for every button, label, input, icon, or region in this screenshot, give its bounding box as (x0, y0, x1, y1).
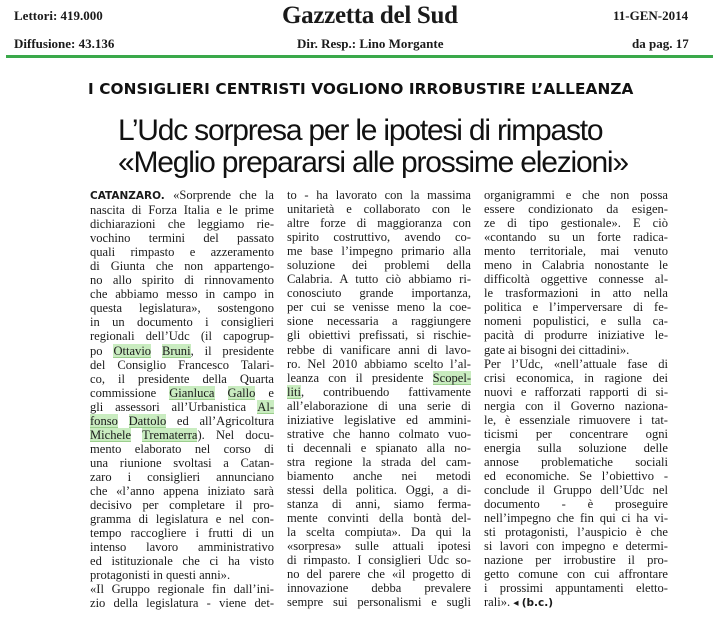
highlighted-name: Trematerra (142, 427, 198, 442)
article-title-line-1: L’Udc sorpresa per le ipotesi di rimpasto (118, 114, 603, 147)
highlighted-name: Bruni (161, 343, 191, 358)
end-mark-icon: ◂ (513, 597, 519, 610)
director: Dir. Resp.: Lino Morgante (297, 36, 444, 51)
highlighted-name: Dattolo (128, 413, 167, 428)
article-column-2: to - ha lavorato con la massima unitarietà e collaborato con le altre forze di maggioranza con spirito costruttivo, avendo co- me base l’impegno primario alla soluzione dei problemi della Calabria. A tutto ciò abbiamo ri- conosciuto grande importanza, per cui se venisse meno la coe- sione necessaria a raggiungere gli obiettivi prefissati, si rischie- rebbe di vanificare anni di lavo- ro. Nel 2010 abbiamo scelto l’al- leanza con il presidente Scopel- liti, contribuendo fattivamente all’elaborazione di una serie di iniziative legislative ed ammini- strative che hanno colmato vuo- ti decennali e spianato alla no- stra regione la strada del cam- biamento anche nei metodi stessi della politica. Oggi, a di- stanza di anni, siamo ferma- mente convinti della bontà del- la scelta compiuta». Da qui la «sorpresa» sulle attuali ipotesi di rimpasto. I consiglieri Udc so- no del parere che «il progetto di innovazione debba prevalere sempre sui personalismi e sugli (287, 188, 471, 610)
article-title-line-2: «Meglio prepararsi alle prossime elezioni» (118, 146, 628, 179)
highlighted-name: Gianluca (169, 385, 215, 400)
highlighted-name: Gallo (227, 385, 256, 400)
highlighted-name: liti (287, 384, 301, 399)
highlighted-name: Al- (257, 399, 274, 414)
newspaper-header (0, 0, 717, 62)
issue-date: 11-GEN-2014 (613, 8, 689, 23)
highlighted-name: fonso (90, 413, 118, 428)
highlighted-name: Scopel- (432, 370, 471, 385)
dateline: CATANZARO. (90, 190, 165, 202)
article-column-3: organigrammi e che non possa essere condizionato da esigen- ze di tipo gestionale». E ciò «contando su un forte radica- mento territoriale, mai venuto meno in Calabria nonostante le difficoltà oggettive connesse al- le trasformazioni in atto nella politica e l’imperversare di fe- nomeni populistici, e sulla ca- pacità di produrre iniziative le- gate ai bisogni dei cittadini». Per l’Udc, «nell’attuale fase di crisi economica, in ragione dei nuovi e rafforzati rapporti di si- nergia con il Governo naziona- le, è essenziale rimuovere i tat- ticismi per concentrare ogni energia sulla soluzione delle annose problematiche sociali ed economiche. Se l’obiettivo - conclude il Gruppo dell’Udc nel documento - è proseguire nell’impegno che fin qui ci ha vi- sti protagonisti, l’auspicio è che si lavori con impegno e determi- nazione per irrobustire il pro- getto comune con cui affrontare i prossimi appuntamenti eletto- rali». ◂ (b.c.) (484, 188, 668, 610)
page-reference: da pag. 17 (632, 36, 689, 51)
readers-count: Lettori: 419.000 (14, 8, 103, 23)
author-signature: (b.c.) (521, 597, 554, 610)
highlighted-name: Michele (90, 427, 132, 442)
highlighted-name: Ottavio (113, 343, 152, 358)
article-column-1: CATANZARO. «Sorprende che la nascita di Forza Italia e le prime dichiarazioni che leggiamo rie- vochino termini del passato quali rimpasto e azzeramento di Giunta che non appartengo- no allo spirito di rinnovamento che abbiamo messo in campo in questa legislatura», sostengono in un documento i consiglieri regionali dell’Udc (il capogrup- po Ottavio Bruni, il presidente del Consiglio Francesco Talari- co, il presidente della Quarta commissione Gianluca Gallo e gli assessori all’Urbanistica Al- fonso Dattolo ed all’Agricoltura Michele Trematerra). Nel docu- mento elaborato nel corso di una riunione svoltasi a Catan- zaro i consiglieri annunciano che «l’anno appena iniziato sarà decisivo per completare il pro- gramma di legislatura e nel con- tempo raccogliere i frutti di un intenso lavoro amministrativo ed istituzionale che ci ha visto protagonisti in questi anni». «Il Gruppo regionale fin dall’ini- zio della legislatura - viene det- (90, 188, 275, 611)
circulation-count: Diffusione: 43.136 (14, 36, 115, 51)
masthead: Gazzetta del Sud (282, 2, 458, 29)
article-kicker: I CONSIGLIERI CENTRISTI VOGLIONO IRROBUSTIRE L’ALLEANZA (88, 80, 634, 98)
header-divider (6, 55, 713, 58)
